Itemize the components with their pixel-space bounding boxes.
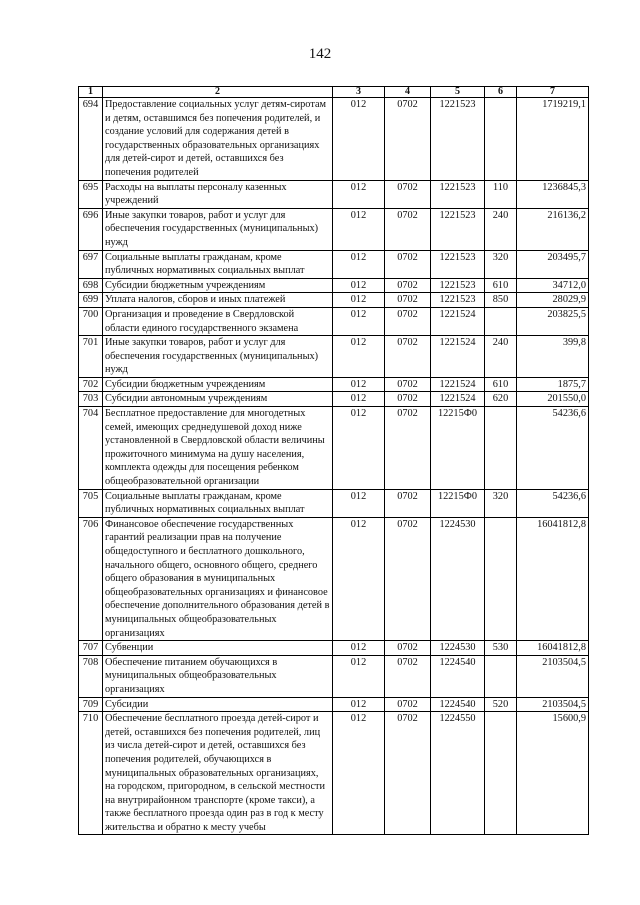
row-number-cell: 708 — [79, 655, 103, 697]
section-code-cell: 0702 — [385, 208, 431, 250]
row-number-cell: 697 — [79, 250, 103, 278]
ministry-code-cell: 012 — [333, 655, 385, 697]
amount-cell: 16041812,8 — [517, 517, 589, 640]
expense-name-cell: Бесплатное предоставление для многодетных семей, имеющих среднедушевой доход ниже установленной в Свердловской области величины прожиточного минимума на душу населения, комплекта одежды для посещения ребенком общеобразовательной организации — [103, 407, 333, 490]
expense-type-code-cell: 110 — [485, 180, 517, 208]
section-code-cell: 0702 — [385, 392, 431, 407]
ministry-code-cell: 012 — [333, 712, 385, 835]
section-code-cell: 0702 — [385, 697, 431, 712]
amount-cell: 15600,9 — [517, 712, 589, 835]
expense-type-code-cell: 320 — [485, 489, 517, 517]
expense-name-cell: Иные закупки товаров, работ и услуг для обеспечения государственных (муниципальных) нужд — [103, 336, 333, 378]
amount-cell: 1719219,1 — [517, 98, 589, 181]
section-code-cell: 0702 — [385, 489, 431, 517]
row-number-cell: 701 — [79, 336, 103, 378]
amount-cell: 34712,0 — [517, 278, 589, 293]
amount-cell: 2103504,5 — [517, 655, 589, 697]
table-row — [79, 180, 589, 208]
column-header-3: 3 — [333, 87, 385, 98]
target-article-code-cell: 1221523 — [431, 293, 485, 308]
row-number-cell: 694 — [79, 98, 103, 181]
section-code-cell: 0702 — [385, 180, 431, 208]
target-article-code-cell: 12215Ф0 — [431, 489, 485, 517]
expense-name-cell: Субсидии бюджетным учреждениям — [103, 377, 333, 392]
expense-name-cell: Субсидии автономным учреждениям — [103, 392, 333, 407]
section-code-cell: 0702 — [385, 336, 431, 378]
amount-cell: 399,8 — [517, 336, 589, 378]
target-article-code-cell: 1221523 — [431, 180, 485, 208]
row-number-cell: 696 — [79, 208, 103, 250]
table-row — [79, 392, 589, 407]
expense-name-cell: Уплата налогов, сборов и иных платежей — [103, 293, 333, 308]
expense-name-cell: Субсидии — [103, 697, 333, 712]
target-article-code-cell: 1224530 — [431, 641, 485, 656]
column-header-6: 6 — [485, 87, 517, 98]
amount-cell: 16041812,8 — [517, 641, 589, 656]
table-row — [79, 250, 589, 278]
row-number-cell: 702 — [79, 377, 103, 392]
section-code-cell: 0702 — [385, 293, 431, 308]
row-number-cell: 705 — [79, 489, 103, 517]
section-code-cell: 0702 — [385, 98, 431, 181]
expense-name-cell: Организация и проведение в Свердловской области единого государственного экзамена — [103, 307, 333, 335]
expense-type-code-cell: 610 — [485, 377, 517, 392]
target-article-code-cell: 1224540 — [431, 697, 485, 712]
ministry-code-cell: 012 — [333, 250, 385, 278]
target-article-code-cell: 1221524 — [431, 377, 485, 392]
ministry-code-cell: 012 — [333, 208, 385, 250]
expense-type-code-cell — [485, 407, 517, 490]
amount-cell: 203495,7 — [517, 250, 589, 278]
expense-type-code-cell: 320 — [485, 250, 517, 278]
expense-type-code-cell — [485, 655, 517, 697]
ministry-code-cell: 012 — [333, 98, 385, 181]
ministry-code-cell: 012 — [333, 641, 385, 656]
row-number-cell: 698 — [79, 278, 103, 293]
ministry-code-cell: 012 — [333, 377, 385, 392]
row-number-cell: 704 — [79, 407, 103, 490]
ministry-code-cell: 012 — [333, 392, 385, 407]
section-code-cell: 0702 — [385, 517, 431, 640]
row-number-cell: 709 — [79, 697, 103, 712]
expense-name-cell: Социальные выплаты гражданам, кроме публичных нормативных социальных выплат — [103, 489, 333, 517]
table-row — [79, 293, 589, 308]
amount-cell: 201550,0 — [517, 392, 589, 407]
section-code-cell: 0702 — [385, 307, 431, 335]
expense-name-cell: Обеспечение питанием обучающихся в муниципальных общеобразовательных организациях — [103, 655, 333, 697]
ministry-code-cell: 012 — [333, 517, 385, 640]
expense-type-code-cell: 240 — [485, 208, 517, 250]
section-code-cell: 0702 — [385, 655, 431, 697]
section-code-cell: 0702 — [385, 407, 431, 490]
column-header-5: 5 — [431, 87, 485, 98]
expense-type-code-cell: 240 — [485, 336, 517, 378]
ministry-code-cell: 012 — [333, 407, 385, 490]
expense-name-cell: Обеспечение бесплатного проезда детей-сирот и детей, оставшихся без попечения родителей, лиц из числа детей-сирот и детей, оставшихся без попечения родителей, обучающихся в муниципальных образовательных организациях, на городском, пригородном, в сельской местности на внутрирайонном транспорте (кроме такси), а также бесплатного проезда один раз в год к месту жительства и обратно к месту учебы — [103, 712, 333, 835]
table-row — [79, 407, 589, 490]
expense-name-cell: Иные закупки товаров, работ и услуг для обеспечения государственных (муниципальных) нужд — [103, 208, 333, 250]
table-row — [79, 98, 589, 181]
column-number-header-row — [79, 87, 589, 98]
expense-type-code-cell — [485, 517, 517, 640]
table-row — [79, 307, 589, 335]
target-article-code-cell: 1224530 — [431, 517, 485, 640]
page-number: 142 — [308, 46, 332, 62]
target-article-code-cell: 1221523 — [431, 208, 485, 250]
column-header-2: 2 — [103, 87, 333, 98]
expense-type-code-cell — [485, 98, 517, 181]
amount-cell: 54236,6 — [517, 489, 589, 517]
expense-type-code-cell — [485, 712, 517, 835]
table-row — [79, 278, 589, 293]
amount-cell: 203825,5 — [517, 307, 589, 335]
target-article-code-cell: 1221523 — [431, 278, 485, 293]
amount-cell: 28029,9 — [517, 293, 589, 308]
row-number-cell: 699 — [79, 293, 103, 308]
section-code-cell: 0702 — [385, 641, 431, 656]
amount-cell: 1875,7 — [517, 377, 589, 392]
budget-table — [78, 86, 589, 835]
expense-name-cell: Расходы на выплаты персоналу казенных учреждений — [103, 180, 333, 208]
target-article-code-cell: 1224550 — [431, 712, 485, 835]
target-article-code-cell: 1221524 — [431, 307, 485, 335]
target-article-code-cell: 1221524 — [431, 392, 485, 407]
target-article-code-cell: 1221523 — [431, 250, 485, 278]
ministry-code-cell: 012 — [333, 697, 385, 712]
section-code-cell: 0702 — [385, 377, 431, 392]
expense-name-cell: Субсидии бюджетным учреждениям — [103, 278, 333, 293]
expense-type-code-cell: 520 — [485, 697, 517, 712]
expense-name-cell: Предоставление социальных услуг детям-сиротам и детям, оставшимся без попечения родителей, и создание условий для содержания детей в государственных образовательных организациях для детей-сирот и детей, оставшихся без попечения родителей — [103, 98, 333, 181]
target-article-code-cell: 1221524 — [431, 336, 485, 378]
column-header-7: 7 — [517, 87, 589, 98]
expense-name-cell: Финансовое обеспечение государственных гарантий реализации прав на получение общедоступного и бесплатного дошкольного, начального общего, основного общего, среднего общего образования в муниципальных общеобразовательных организациях и финансовое обеспечение дополнительного образования детей в муниципальных общеобразовательных организациях — [103, 517, 333, 640]
section-code-cell: 0702 — [385, 250, 431, 278]
table-row — [79, 697, 589, 712]
amount-cell: 1236845,3 — [517, 180, 589, 208]
table-row — [79, 712, 589, 835]
target-article-code-cell: 12215Ф0 — [431, 407, 485, 490]
expense-type-code-cell — [485, 307, 517, 335]
table-row — [79, 336, 589, 378]
amount-cell: 54236,6 — [517, 407, 589, 490]
target-article-code-cell: 1221523 — [431, 98, 485, 181]
expense-type-code-cell: 620 — [485, 392, 517, 407]
expense-name-cell: Субвенции — [103, 641, 333, 656]
table-row — [79, 489, 589, 517]
row-number-cell: 707 — [79, 641, 103, 656]
table-row — [79, 517, 589, 640]
row-number-cell: 706 — [79, 517, 103, 640]
ministry-code-cell: 012 — [333, 293, 385, 308]
target-article-code-cell: 1224540 — [431, 655, 485, 697]
row-number-cell: 710 — [79, 712, 103, 835]
expense-type-code-cell: 850 — [485, 293, 517, 308]
table-row — [79, 655, 589, 697]
row-number-cell: 703 — [79, 392, 103, 407]
ministry-code-cell: 012 — [333, 180, 385, 208]
column-header-4: 4 — [385, 87, 431, 98]
expense-name-cell: Социальные выплаты гражданам, кроме публичных нормативных социальных выплат — [103, 250, 333, 278]
table-row — [79, 641, 589, 656]
section-code-cell: 0702 — [385, 712, 431, 835]
ministry-code-cell: 012 — [333, 336, 385, 378]
row-number-cell: 700 — [79, 307, 103, 335]
table-body — [79, 98, 589, 835]
ministry-code-cell: 012 — [333, 489, 385, 517]
row-number-cell: 695 — [79, 180, 103, 208]
section-code-cell: 0702 — [385, 278, 431, 293]
expense-type-code-cell: 610 — [485, 278, 517, 293]
ministry-code-cell: 012 — [333, 278, 385, 293]
column-header-1: 1 — [79, 87, 103, 98]
ministry-code-cell: 012 — [333, 307, 385, 335]
expense-type-code-cell: 530 — [485, 641, 517, 656]
table-row — [79, 208, 589, 250]
amount-cell: 2103504,5 — [517, 697, 589, 712]
amount-cell: 216136,2 — [517, 208, 589, 250]
table-row — [79, 377, 589, 392]
